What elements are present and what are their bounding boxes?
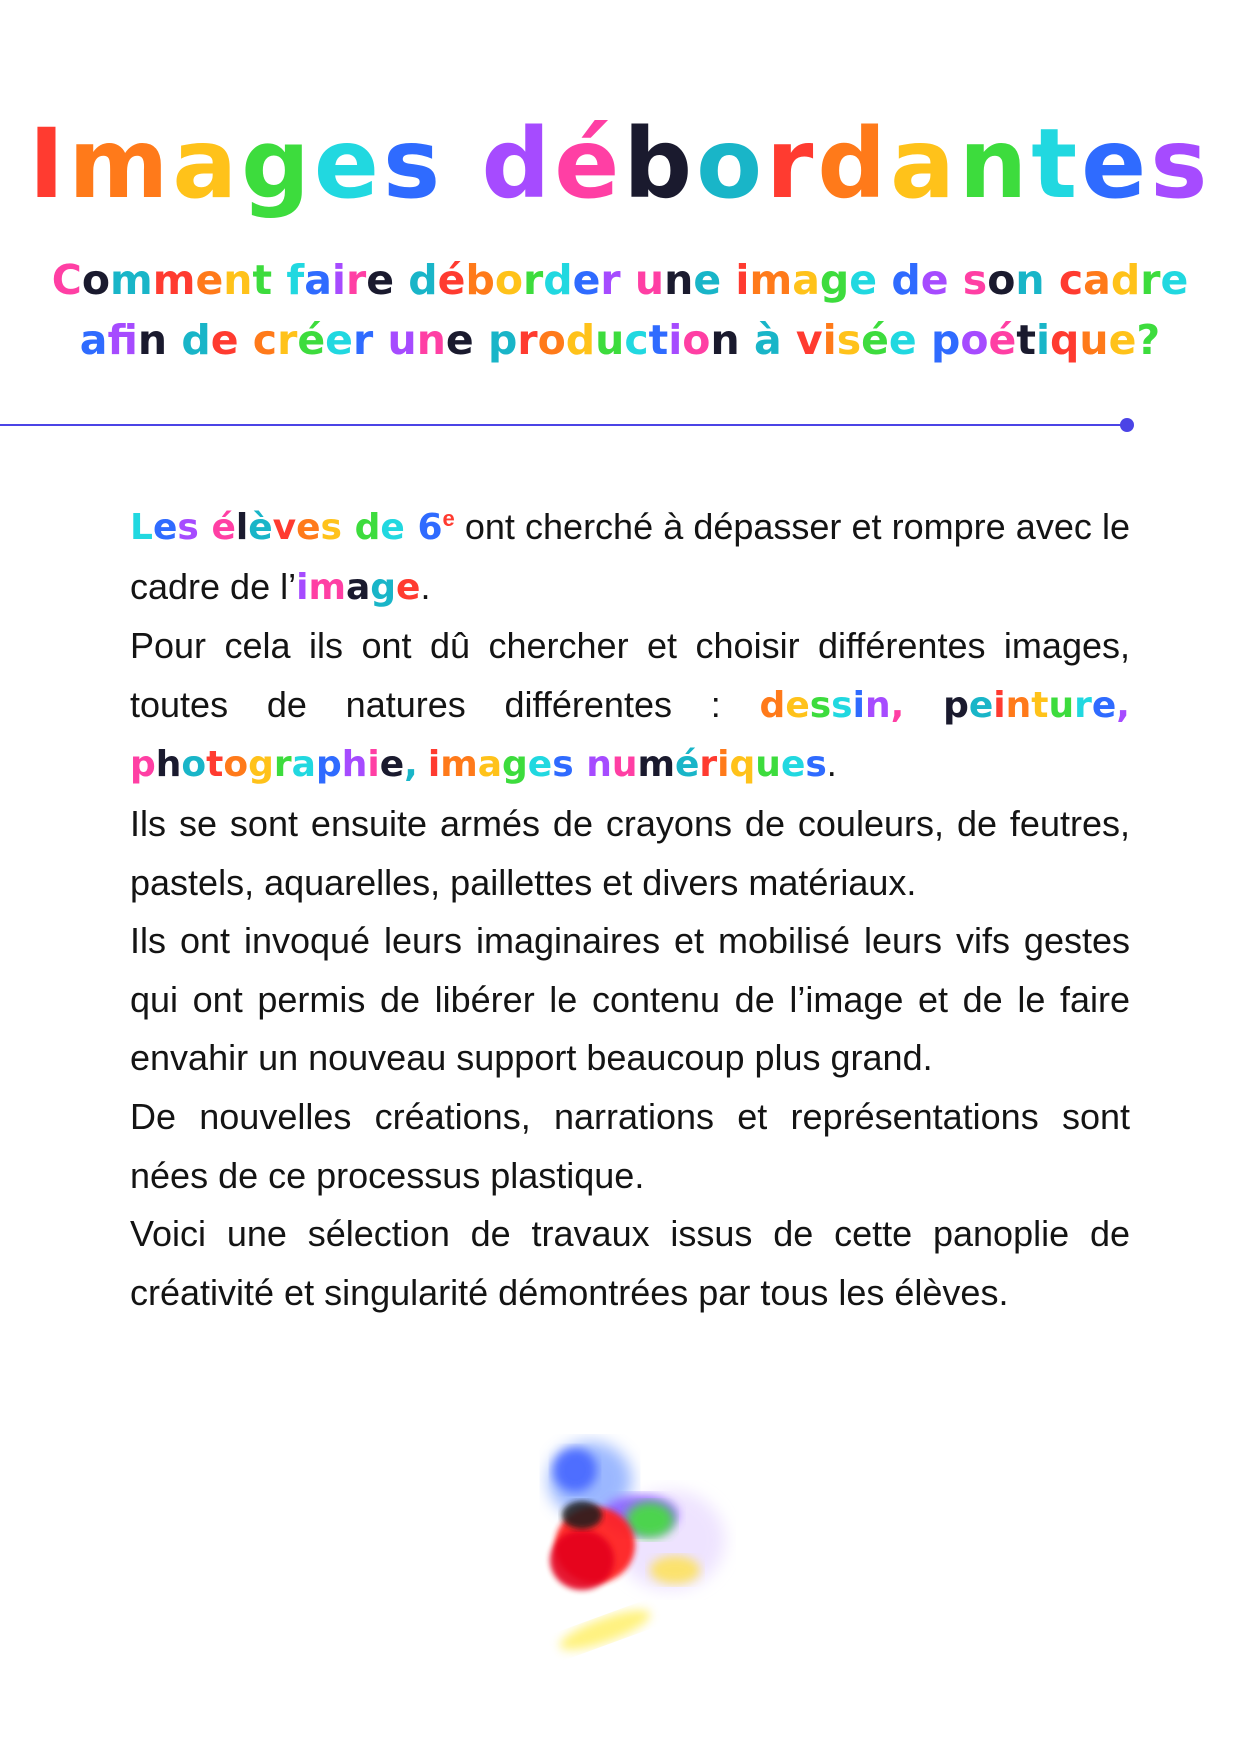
letter: e: [1091, 684, 1117, 726]
letter: t: [648, 316, 669, 364]
letter: [621, 256, 635, 304]
letter: i: [822, 316, 837, 364]
letter: o: [494, 256, 523, 304]
letter: m: [308, 566, 346, 608]
letter: a: [172, 108, 242, 221]
divider-line: [0, 424, 1126, 426]
letter: t: [1031, 684, 1049, 726]
letter: r: [766, 108, 818, 221]
letter: [782, 316, 796, 364]
letter: t: [206, 744, 224, 786]
letter: i: [993, 684, 1006, 726]
letter: [239, 316, 253, 364]
letter: h: [341, 744, 368, 786]
nature-dessin: [760, 685, 905, 726]
letter: [167, 316, 181, 364]
letter: r: [345, 256, 367, 304]
letter: g: [370, 566, 397, 608]
letter: [877, 256, 891, 304]
letter: n: [416, 316, 446, 364]
paragraph-natures: [130, 617, 1130, 795]
letter: r: [273, 744, 292, 786]
letter: m: [440, 744, 478, 786]
body-text: [130, 490, 1130, 1322]
letter: ,: [890, 684, 905, 726]
letter: a: [477, 744, 502, 786]
paragraph-intro: [130, 490, 1130, 617]
letter: o: [987, 256, 1016, 304]
letter: à: [753, 316, 782, 364]
letter: i: [427, 744, 441, 786]
letter: ,: [1116, 684, 1130, 726]
letter: é: [988, 316, 1017, 364]
letter: d: [481, 108, 555, 221]
letter: o: [682, 316, 711, 364]
letter: s: [831, 684, 853, 726]
letter: d: [543, 256, 573, 304]
natures-text: Pour cela ils ont dû chercher et choisir différentes images, toutes de natures différentes :: [130, 625, 1130, 725]
intro-text: ont cherché à dépasser et rompre avec le cadre de l’: [130, 506, 1130, 607]
letter: o: [960, 316, 989, 364]
natures-end: .: [826, 743, 837, 785]
letter: e: [380, 507, 405, 548]
nature-photographie: [130, 744, 418, 785]
letter: C: [51, 256, 82, 304]
letter: r: [1074, 684, 1092, 726]
letter: e: [693, 256, 722, 304]
letter: e: [920, 256, 949, 304]
grade-superscript: e: [442, 506, 455, 531]
letter: d: [1110, 256, 1141, 304]
letter: [740, 316, 754, 364]
letter: p: [931, 316, 961, 364]
letter: n: [223, 256, 253, 304]
letter: e: [1081, 108, 1151, 221]
letter: n: [1015, 256, 1045, 304]
letter: u: [595, 316, 625, 364]
letter: [917, 316, 931, 364]
letter: e: [968, 684, 994, 726]
letter: [574, 744, 587, 785]
letter: s: [1150, 108, 1212, 221]
letter: e: [572, 256, 601, 304]
paragraph-selection: Voici une sélection de travaux issus de cette panoplie de créativité et singularité démontrées par tous les élèves.: [130, 1213, 1130, 1313]
letter: a: [304, 256, 332, 304]
letter: n: [586, 744, 612, 786]
letter: é: [211, 507, 236, 548]
letter: é: [861, 316, 889, 364]
letter: i: [331, 256, 346, 304]
letter: d: [408, 256, 438, 304]
letter: e: [527, 744, 553, 786]
letter: o: [223, 744, 249, 786]
letter: 6: [417, 507, 443, 548]
letter: ,: [404, 744, 418, 786]
letter: a: [79, 316, 108, 364]
letter: e: [849, 256, 878, 304]
letter: e: [785, 684, 810, 726]
paragraph-materials: Ils se sont ensuite armés de crayons de couleurs, de feutres, pastels, aquarelles, paillettes et divers matériaux.: [130, 802, 1130, 903]
letter: e: [780, 744, 806, 786]
letter: [949, 256, 963, 304]
letter: [405, 507, 418, 548]
letter: e: [379, 744, 405, 786]
page-title: [0, 108, 1240, 221]
letter: c: [624, 316, 649, 364]
letter: s: [552, 744, 574, 786]
letter: n: [664, 256, 694, 304]
letter: u: [634, 256, 665, 304]
letter: m: [749, 256, 793, 304]
letter: e: [210, 316, 239, 364]
nature-images-numeriques: [428, 744, 827, 785]
letter: b: [465, 256, 495, 304]
letter: o: [537, 316, 566, 364]
letter: u: [611, 744, 638, 786]
letter: i: [668, 316, 683, 364]
letter: e: [152, 507, 178, 548]
letter: e: [888, 316, 917, 364]
letter: e: [325, 316, 353, 364]
letter: é: [437, 256, 466, 304]
letter: u: [1079, 316, 1109, 364]
letter: o: [81, 256, 111, 304]
letter: r: [600, 256, 621, 304]
intro-end: .: [420, 565, 431, 607]
intro-lead: [130, 507, 443, 548]
letter: i: [717, 744, 730, 786]
letter: é: [674, 744, 700, 786]
letter: n: [1005, 684, 1032, 726]
letter: é: [554, 108, 624, 221]
letter: d: [181, 316, 211, 364]
letter: v: [795, 316, 823, 364]
letter: d: [817, 108, 891, 221]
letter: [1045, 256, 1059, 304]
letter: q: [1050, 316, 1080, 364]
letter: [373, 316, 387, 364]
letter: s: [382, 108, 445, 221]
letter: g: [502, 744, 528, 786]
letter: s: [962, 256, 988, 304]
letter: r: [517, 316, 538, 364]
letter: s: [836, 316, 862, 364]
letter: n: [710, 316, 740, 364]
letter: o: [696, 108, 767, 221]
letter: r: [699, 744, 718, 786]
letter: a: [345, 566, 371, 608]
letter: b: [623, 108, 697, 221]
letter: e: [313, 108, 383, 221]
letter: u: [1048, 684, 1075, 726]
letter: ?: [1136, 316, 1161, 364]
letter: s: [320, 507, 342, 548]
letter: [394, 256, 408, 304]
letter: r: [352, 316, 374, 364]
letter: e: [1108, 316, 1137, 364]
paragraph-gestures: Ils ont invoqué leurs imaginaires et mobilisé leurs vifs gestes qui ont permis de libérer le contenu de l’image et de le faire envahir un nouveau support beaucoup plus grand.: [130, 920, 1130, 1079]
letter: c: [1058, 256, 1084, 304]
letter: n: [137, 316, 168, 364]
letter: r: [523, 256, 544, 304]
divider-dot: [1120, 418, 1134, 432]
letter: m: [110, 256, 153, 304]
letter: f: [107, 316, 138, 364]
letter: d: [354, 507, 381, 548]
letter: [721, 256, 735, 304]
letter: e: [296, 507, 321, 548]
letter: [342, 507, 355, 548]
subtitle-line-2: [0, 310, 1240, 370]
letter: r: [1140, 256, 1161, 304]
letter: q: [729, 744, 756, 786]
letter: m: [68, 108, 173, 221]
letter: i: [296, 566, 309, 608]
letter: t: [252, 256, 273, 304]
letter: I: [28, 108, 69, 221]
letter: d: [565, 316, 596, 364]
letter: d: [891, 256, 921, 304]
letter: s: [805, 744, 827, 786]
subtitle-question: [0, 250, 1240, 370]
letter: [444, 108, 481, 220]
letter: u: [755, 744, 781, 786]
letter: e: [445, 316, 474, 364]
letter: o: [181, 744, 207, 786]
subtitle-line-1: [0, 250, 1240, 310]
watercolor-splash-image: [520, 1420, 740, 1670]
letter: i: [1035, 316, 1051, 364]
letter: [272, 256, 286, 304]
letter: c: [252, 316, 278, 364]
letter: e: [366, 256, 395, 304]
letter: v: [272, 507, 297, 548]
letter: s: [809, 684, 832, 726]
letter: g: [241, 108, 314, 221]
letter: n: [958, 108, 1032, 221]
intro-word-image: [296, 567, 420, 608]
letter: p: [487, 316, 518, 364]
letter: r: [277, 316, 298, 364]
letter: i: [367, 744, 380, 786]
letter: f: [286, 256, 305, 304]
paragraph-creations: De nouvelles créations, narrations et représentations sont nées de ce processus plastique.: [130, 1095, 1130, 1196]
letter: e: [195, 256, 224, 304]
letter: e: [1160, 256, 1189, 304]
letter: g: [819, 256, 850, 304]
letter: L: [130, 507, 153, 548]
letter: e: [396, 566, 421, 608]
letter: m: [152, 256, 196, 304]
letter: è: [248, 507, 273, 548]
letter: s: [177, 507, 199, 548]
letter: t: [1031, 108, 1082, 221]
letter: [474, 316, 488, 364]
nature-peinture: [943, 685, 1130, 726]
letter: a: [291, 744, 316, 786]
letter: l: [235, 507, 249, 548]
letter: i: [735, 256, 750, 304]
letter: [199, 507, 212, 548]
letter: p: [130, 744, 156, 786]
letter: i: [852, 684, 865, 726]
letter: t: [1016, 316, 1036, 364]
letter: a: [1083, 256, 1111, 304]
letter: h: [155, 744, 182, 786]
letter: a: [890, 108, 959, 221]
letter: g: [248, 744, 274, 786]
letter: m: [637, 744, 675, 786]
letter: é: [297, 316, 326, 364]
letter: d: [759, 684, 786, 726]
letter: a: [792, 256, 820, 304]
letter: p: [943, 684, 969, 726]
letter: u: [387, 316, 417, 364]
letter: p: [315, 744, 342, 786]
letter: n: [864, 684, 891, 726]
